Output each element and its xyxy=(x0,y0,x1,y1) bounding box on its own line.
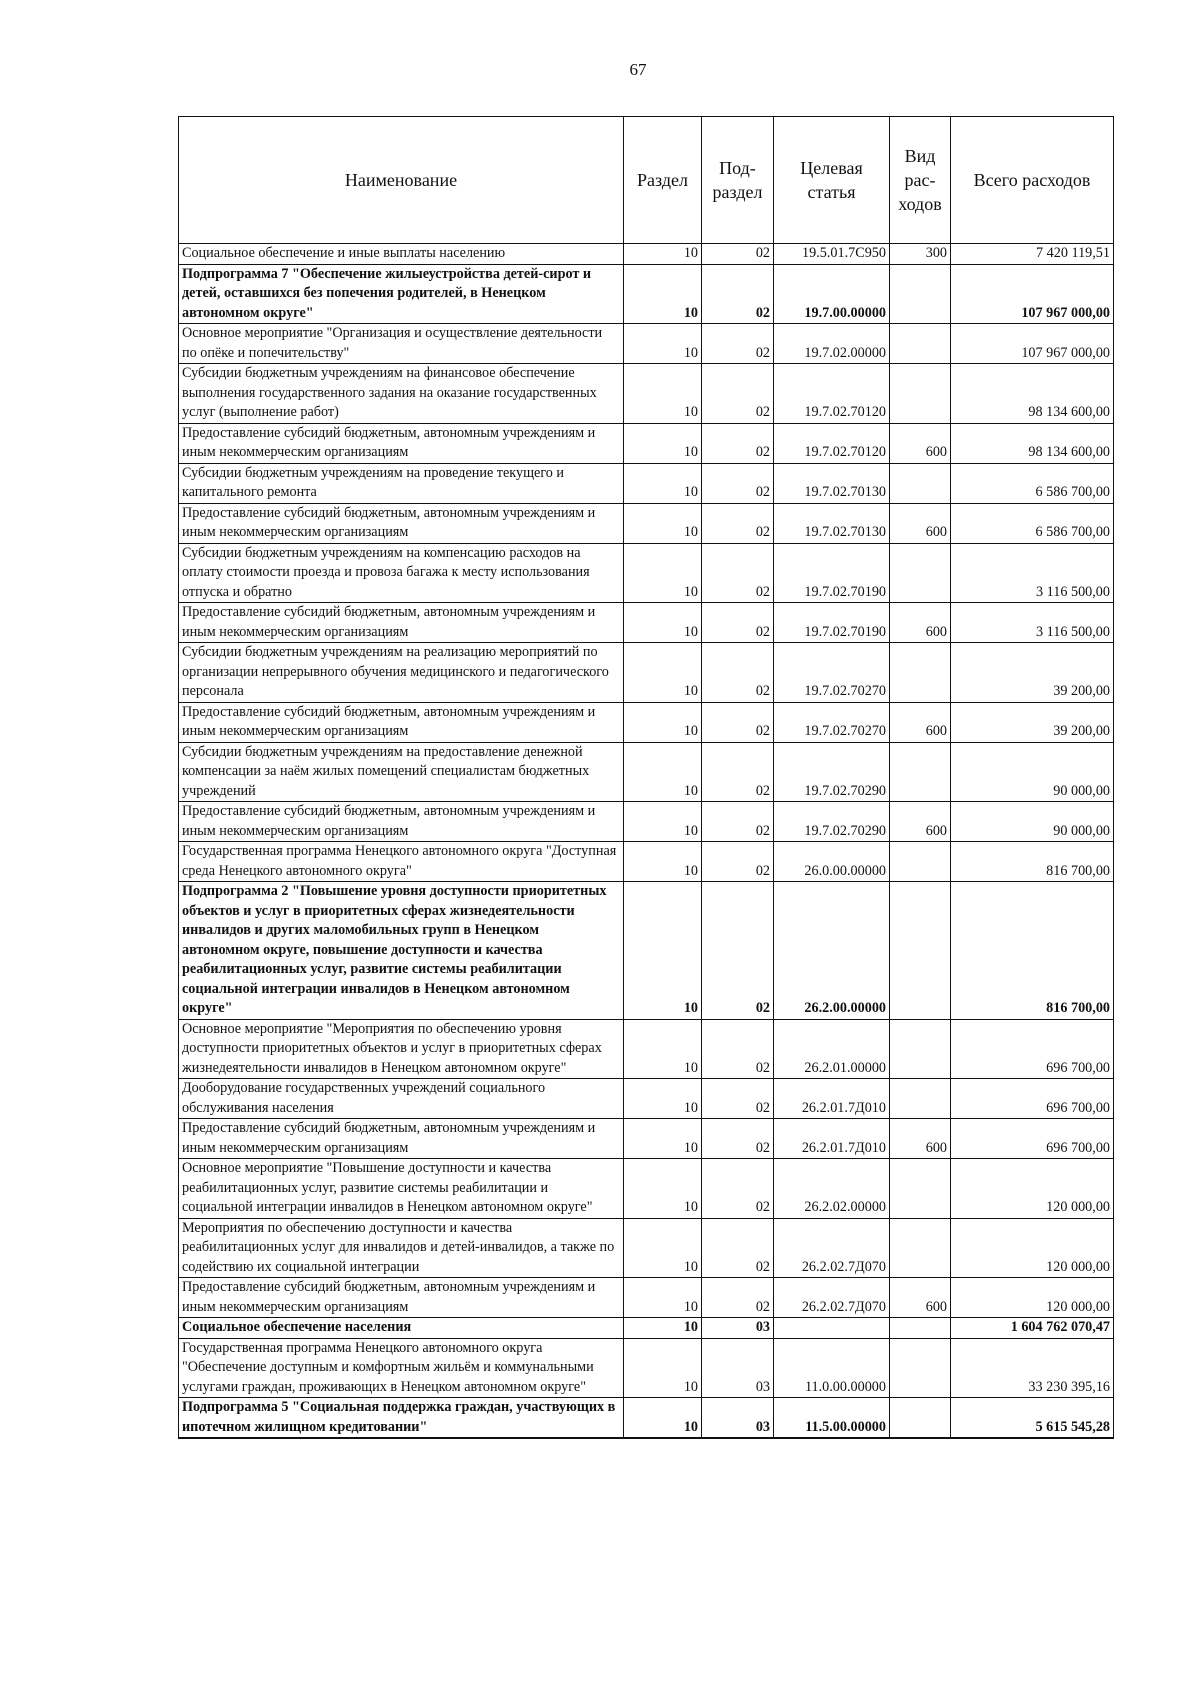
cell-subsection: 02 xyxy=(702,543,774,603)
page-number: 67 xyxy=(629,60,647,79)
header-name: Наименование xyxy=(179,117,624,244)
cell-total: 3 116 500,00 xyxy=(951,543,1114,603)
cell-section: 10 xyxy=(624,1019,702,1079)
cell-section: 10 xyxy=(624,463,702,503)
cell-subsection: 02 xyxy=(702,1218,774,1278)
cell-subsection: 02 xyxy=(702,1278,774,1318)
cell-total: 33 230 395,16 xyxy=(951,1338,1114,1398)
cell-subsection: 02 xyxy=(702,423,774,463)
cell-total: 39 200,00 xyxy=(951,643,1114,703)
cell-total: 98 134 600,00 xyxy=(951,423,1114,463)
cell-expense-type xyxy=(890,463,951,503)
cell-total: 5 615 545,28 xyxy=(951,1398,1114,1439)
table-row xyxy=(179,503,1114,543)
table-row xyxy=(179,364,1114,424)
cell-section: 10 xyxy=(624,1119,702,1159)
cell-subsection: 02 xyxy=(702,842,774,882)
cell-expense-type xyxy=(890,1338,951,1398)
cell-subsection: 02 xyxy=(702,802,774,842)
table-body xyxy=(179,244,1114,1439)
cell-expense-type: 600 xyxy=(890,503,951,543)
cell-name: Предоставление субсидий бюджетным, автономным учреждениям и иным некоммерческим организациям xyxy=(179,423,624,463)
cell-subsection: 02 xyxy=(702,1079,774,1119)
cell-section: 10 xyxy=(624,503,702,543)
cell-subsection: 02 xyxy=(702,324,774,364)
table-row xyxy=(179,702,1114,742)
cell-name: Субсидии бюджетным учреждениям на компенсацию расходов на оплату стоимости проезда и провоза багажа к месту использования отпуска и обратно xyxy=(179,543,624,603)
cell-section: 10 xyxy=(624,742,702,802)
cell-expense-type: 600 xyxy=(890,1278,951,1318)
cell-total: 120 000,00 xyxy=(951,1278,1114,1318)
cell-expense-type: 600 xyxy=(890,423,951,463)
cell-subsection: 03 xyxy=(702,1318,774,1339)
cell-section: 10 xyxy=(624,1398,702,1439)
cell-target: 26.2.01.7Д010 xyxy=(774,1079,890,1119)
cell-target: 26.2.02.7Д070 xyxy=(774,1218,890,1278)
cell-section: 10 xyxy=(624,1318,702,1339)
cell-expense-type: 600 xyxy=(890,1119,951,1159)
table-row xyxy=(179,1079,1114,1119)
cell-total: 1 604 762 070,47 xyxy=(951,1318,1114,1339)
cell-target: 19.7.00.00000 xyxy=(774,264,890,324)
cell-name: Предоставление субсидий бюджетным, автономным учреждениям и иным некоммерческим организациям xyxy=(179,1119,624,1159)
cell-name: Государственная программа Ненецкого автономного округа "Обеспечение доступным и комфортным жильём и коммунальными услугами граждан, проживающих в Ненецком автономном округе" xyxy=(179,1338,624,1398)
cell-total: 696 700,00 xyxy=(951,1019,1114,1079)
table-row xyxy=(179,324,1114,364)
cell-expense-type xyxy=(890,324,951,364)
cell-subsection: 02 xyxy=(702,643,774,703)
cell-section: 10 xyxy=(624,264,702,324)
header-expense-type: Вид рас- ходов xyxy=(890,117,951,244)
cell-section: 10 xyxy=(624,702,702,742)
cell-target: 19.7.02.70190 xyxy=(774,543,890,603)
cell-section: 10 xyxy=(624,1338,702,1398)
table-row xyxy=(179,264,1114,324)
cell-section: 10 xyxy=(624,882,702,1020)
cell-section: 10 xyxy=(624,603,702,643)
cell-target: 19.7.02.70290 xyxy=(774,802,890,842)
cell-name: Субсидии бюджетным учреждениям на предоставление денежной компенсации за наём жилых помещений специалистам бюджетных учреждений xyxy=(179,742,624,802)
cell-total: 107 967 000,00 xyxy=(951,324,1114,364)
cell-subsection: 02 xyxy=(702,244,774,265)
cell-total: 696 700,00 xyxy=(951,1079,1114,1119)
cell-name: Субсидии бюджетным учреждениям на проведение текущего и капитального ремонта xyxy=(179,463,624,503)
cell-target: 11.0.00.00000 xyxy=(774,1338,890,1398)
cell-name: Мероприятия по обеспечению доступности и качества реабилитационных услуг для инвалидов и детей-инвалидов, а также по содействию их социальной интеграции xyxy=(179,1218,624,1278)
cell-expense-type xyxy=(890,1318,951,1339)
cell-subsection: 03 xyxy=(702,1338,774,1398)
cell-target: 19.7.02.70120 xyxy=(774,423,890,463)
table-row xyxy=(179,1218,1114,1278)
cell-section: 10 xyxy=(624,1218,702,1278)
table-row xyxy=(179,1019,1114,1079)
cell-subsection: 02 xyxy=(702,603,774,643)
cell-name: Подпрограмма 2 "Повышение уровня доступности приоритетных объектов и услуг в приоритетных сферах жизнедеятельности инвалидов и других маломобильных групп в Ненецком автономном округе, повышение доступности и качества реабилитационных услуг, развитие системы реабилитации социальной интеграции инвалидов в Ненецком автономном округе" xyxy=(179,882,624,1020)
cell-target: 19.7.02.70270 xyxy=(774,643,890,703)
cell-total: 7 420 119,51 xyxy=(951,244,1114,265)
cell-total: 120 000,00 xyxy=(951,1218,1114,1278)
cell-name: Подпрограмма 7 "Обеспечение жилыеустройства детей-сирот и детей, оставшихся без попечения родителей, в Ненецком автономном округе" xyxy=(179,264,624,324)
cell-subsection: 02 xyxy=(702,882,774,1020)
cell-target: 19.5.01.7С950 xyxy=(774,244,890,265)
header-target: Целевая статья xyxy=(774,117,890,244)
cell-section: 10 xyxy=(624,802,702,842)
header-section: Раздел xyxy=(624,117,702,244)
cell-total: 39 200,00 xyxy=(951,702,1114,742)
table-row xyxy=(179,1338,1114,1398)
cell-target: 26.2.01.7Д010 xyxy=(774,1119,890,1159)
cell-subsection: 02 xyxy=(702,1119,774,1159)
cell-name: Предоставление субсидий бюджетным, автономным учреждениям и иным некоммерческим организациям xyxy=(179,702,624,742)
cell-expense-type xyxy=(890,842,951,882)
cell-subsection: 02 xyxy=(702,503,774,543)
cell-name: Социальное обеспечение населения xyxy=(179,1318,624,1339)
header-subsection: Под- раздел xyxy=(702,117,774,244)
cell-total: 120 000,00 xyxy=(951,1159,1114,1219)
cell-section: 10 xyxy=(624,643,702,703)
cell-section: 10 xyxy=(624,1159,702,1219)
cell-subsection: 02 xyxy=(702,742,774,802)
cell-name: Подпрограмма 5 "Социальная поддержка граждан, участвующих в ипотечном жилищном кредитовании" xyxy=(179,1398,624,1439)
cell-target: 11.5.00.00000 xyxy=(774,1398,890,1439)
cell-name: Дооборудование государственных учреждений социального обслуживания населения xyxy=(179,1079,624,1119)
table-row xyxy=(179,1119,1114,1159)
cell-name: Основное мероприятие "Мероприятия по обеспечению уровня доступности приоритетных объектов и услуг в приоритетных сферах жизнедеятельности инвалидов в Ненецком автономном округе" xyxy=(179,1019,624,1079)
cell-section: 10 xyxy=(624,1278,702,1318)
cell-expense-type xyxy=(890,264,951,324)
table-row xyxy=(179,742,1114,802)
cell-target: 19.7.02.70120 xyxy=(774,364,890,424)
cell-subsection: 02 xyxy=(702,463,774,503)
table-row xyxy=(179,1318,1114,1339)
cell-expense-type: 600 xyxy=(890,603,951,643)
cell-subsection: 02 xyxy=(702,1019,774,1079)
header-total: Всего расходов xyxy=(951,117,1114,244)
cell-section: 10 xyxy=(624,423,702,463)
cell-expense-type xyxy=(890,364,951,424)
cell-target: 26.2.02.00000 xyxy=(774,1159,890,1219)
cell-expense-type xyxy=(890,1019,951,1079)
cell-target xyxy=(774,1318,890,1339)
cell-target: 26.2.01.00000 xyxy=(774,1019,890,1079)
table-row xyxy=(179,842,1114,882)
cell-expense-type xyxy=(890,1159,951,1219)
cell-section: 10 xyxy=(624,244,702,265)
cell-total: 107 967 000,00 xyxy=(951,264,1114,324)
cell-target: 19.7.02.70270 xyxy=(774,702,890,742)
cell-name: Предоставление субсидий бюджетным, автономным учреждениям и иным некоммерческим организациям xyxy=(179,1278,624,1318)
cell-name: Предоставление субсидий бюджетным, автономным учреждениям и иным некоммерческим организациям xyxy=(179,603,624,643)
table-header-row xyxy=(179,117,1114,244)
cell-name: Основное мероприятие "Организация и осуществление деятельности по опёке и попечительству" xyxy=(179,324,624,364)
cell-section: 10 xyxy=(624,842,702,882)
cell-subsection: 02 xyxy=(702,702,774,742)
cell-expense-type xyxy=(890,1398,951,1439)
cell-name: Предоставление субсидий бюджетным, автономным учреждениям и иным некоммерческим организациям xyxy=(179,503,624,543)
cell-total: 3 116 500,00 xyxy=(951,603,1114,643)
cell-expense-type xyxy=(890,1218,951,1278)
cell-target: 19.7.02.70130 xyxy=(774,463,890,503)
cell-subsection: 02 xyxy=(702,1159,774,1219)
cell-total: 6 586 700,00 xyxy=(951,463,1114,503)
cell-subsection: 02 xyxy=(702,264,774,324)
table-row xyxy=(179,1398,1114,1439)
cell-section: 10 xyxy=(624,324,702,364)
table-row xyxy=(179,802,1114,842)
table-row xyxy=(179,244,1114,265)
cell-total: 816 700,00 xyxy=(951,842,1114,882)
table-row xyxy=(179,1278,1114,1318)
cell-section: 10 xyxy=(624,1079,702,1119)
cell-name: Предоставление субсидий бюджетным, автономным учреждениям и иным некоммерческим организациям xyxy=(179,802,624,842)
cell-total: 696 700,00 xyxy=(951,1119,1114,1159)
cell-total: 90 000,00 xyxy=(951,742,1114,802)
cell-target: 19.7.02.70290 xyxy=(774,742,890,802)
cell-total: 90 000,00 xyxy=(951,802,1114,842)
cell-expense-type xyxy=(890,1079,951,1119)
cell-target: 26.2.02.7Д070 xyxy=(774,1278,890,1318)
cell-expense-type xyxy=(890,882,951,1020)
budget-table xyxy=(178,116,1114,1439)
cell-expense-type: 600 xyxy=(890,802,951,842)
cell-target: 26.0.00.00000 xyxy=(774,842,890,882)
cell-name: Государственная программа Ненецкого автономного округа "Доступная среда Ненецкого автономного округа" xyxy=(179,842,624,882)
cell-expense-type xyxy=(890,643,951,703)
table-row xyxy=(179,463,1114,503)
cell-name: Субсидии бюджетным учреждениям на финансовое обеспечение выполнения государственного задания на оказание государственных услуг (выполнение работ) xyxy=(179,364,624,424)
cell-name: Социальное обеспечение и иные выплаты населению xyxy=(179,244,624,265)
cell-expense-type: 600 xyxy=(890,702,951,742)
table-row xyxy=(179,643,1114,703)
cell-name: Основное мероприятие "Повышение доступности и качества реабилитационных услуг, развитие системы реабилитации и социальной интеграции инвалидов в Ненецком автономном округе" xyxy=(179,1159,624,1219)
cell-subsection: 03 xyxy=(702,1398,774,1439)
cell-target: 19.7.02.70190 xyxy=(774,603,890,643)
cell-total: 98 134 600,00 xyxy=(951,364,1114,424)
cell-expense-type xyxy=(890,543,951,603)
cell-target: 19.7.02.00000 xyxy=(774,324,890,364)
cell-expense-type xyxy=(890,742,951,802)
cell-name: Субсидии бюджетным учреждениям на реализацию мероприятий по организации непрерывного обучения медицинского и педагогического персонала xyxy=(179,643,624,703)
cell-target: 19.7.02.70130 xyxy=(774,503,890,543)
table-row xyxy=(179,882,1114,1020)
cell-section: 10 xyxy=(624,543,702,603)
cell-total: 6 586 700,00 xyxy=(951,503,1114,543)
cell-subsection: 02 xyxy=(702,364,774,424)
cell-expense-type: 300 xyxy=(890,244,951,265)
table-row xyxy=(179,1159,1114,1219)
table-row xyxy=(179,603,1114,643)
cell-section: 10 xyxy=(624,364,702,424)
cell-total: 816 700,00 xyxy=(951,882,1114,1020)
cell-target: 26.2.00.00000 xyxy=(774,882,890,1020)
table-row xyxy=(179,423,1114,463)
table-row xyxy=(179,543,1114,603)
